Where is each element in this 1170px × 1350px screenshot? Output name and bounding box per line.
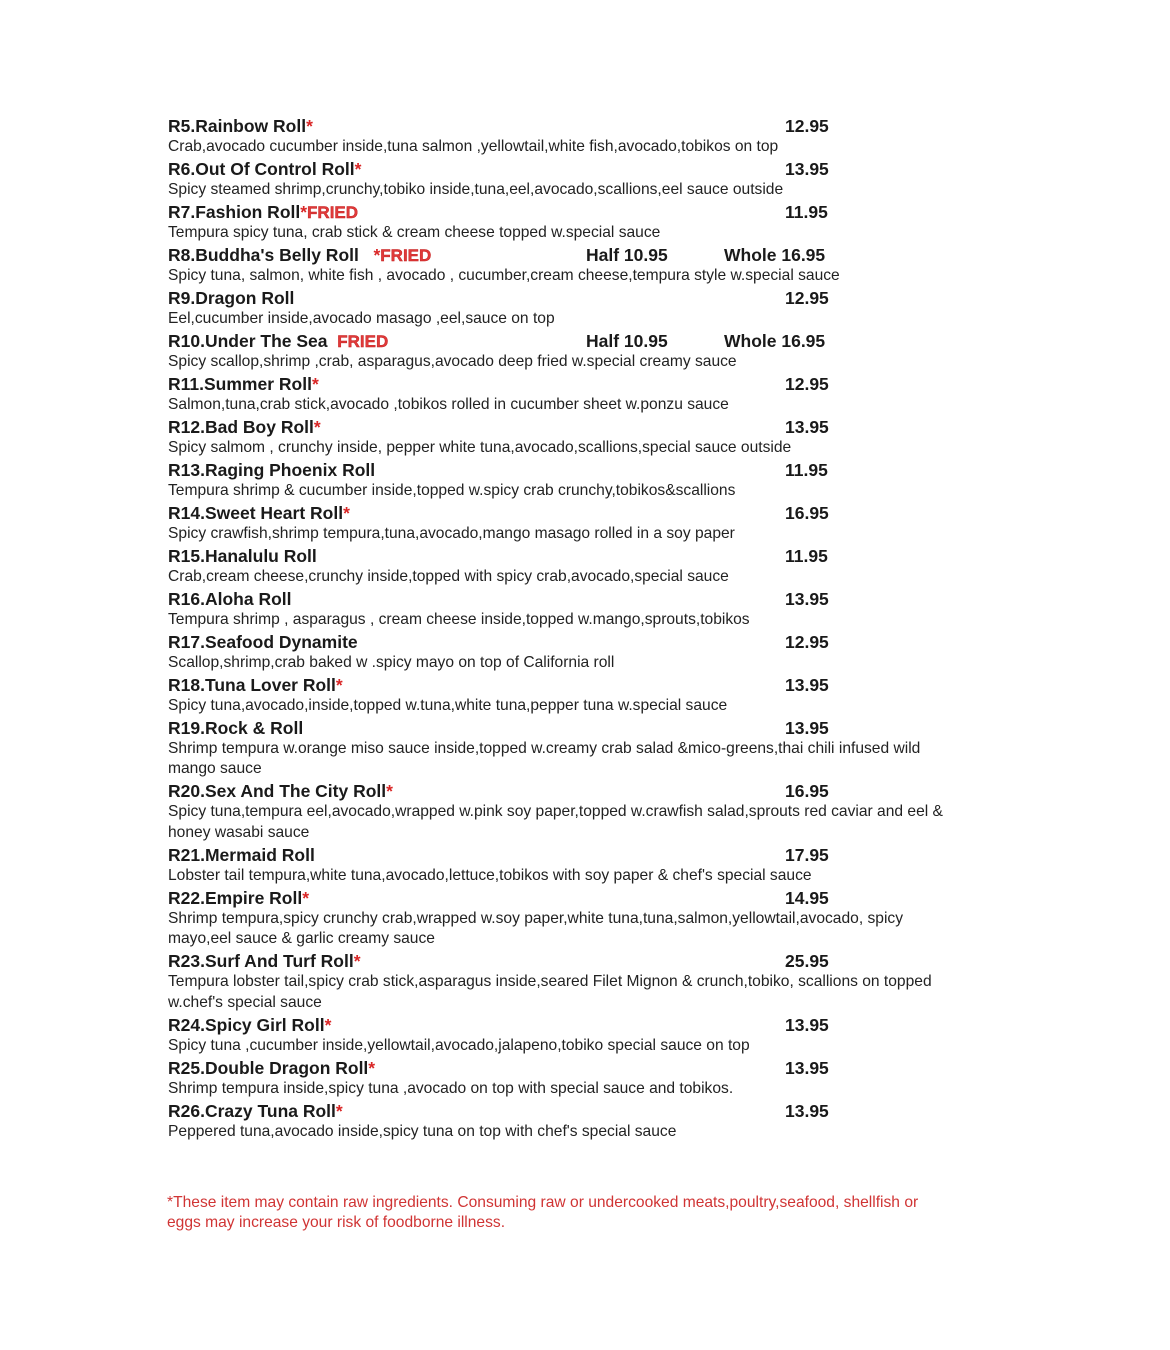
menu-item-description: Tempura shrimp , asparagus , cream cheese inside,topped w.mango,sprouts,tobikos — [168, 610, 750, 628]
menu-item-description: Shrimp tempura,spicy crunchy crab,wrapped w.soy paper,white tuna,tuna,salmon,yellowtail,avocado, spicy mayo,eel sauce & garlic creamy sauce — [168, 909, 904, 947]
menu-item — [168, 545, 958, 588]
menu-list — [168, 114, 958, 1142]
menu-item-code: R17. — [168, 631, 205, 652]
raw-warning-asterisk-icon: * — [306, 115, 313, 136]
menu-item-header — [168, 588, 958, 610]
menu-item-title: Under The Sea — [204, 330, 328, 351]
menu-item-title: Summer Roll — [204, 373, 312, 394]
menu-item — [168, 459, 958, 502]
menu-item-title: Out Of Control Roll — [195, 158, 355, 179]
menu-item-title: Surf And Turf Roll — [204, 951, 354, 971]
menu-item — [168, 416, 958, 459]
menu-item-code: R24. — [168, 1014, 205, 1035]
raw-warning-asterisk-icon: * — [335, 674, 343, 695]
menu-item — [168, 1057, 958, 1100]
menu-item-header — [168, 502, 958, 524]
menu-item — [168, 373, 958, 416]
menu-item-title: Aloha Roll — [204, 588, 292, 609]
menu-item-price: 11.95 — [785, 545, 828, 566]
menu-item-header — [168, 545, 958, 567]
menu-item-code: R10. — [168, 330, 205, 351]
menu-item-code: R18. — [168, 674, 205, 695]
menu-item-code: R7. — [168, 201, 196, 222]
menu-item-name — [168, 330, 388, 353]
menu-item-title: Tuna Lover Roll — [204, 674, 336, 695]
raw-warning-asterisk-icon: * — [300, 201, 308, 222]
menu-item-price: 12.95 — [785, 631, 829, 652]
menu-item-description: Tempura shrimp & cucumber inside,topped w.spicy crab crunchy,tobikos&scallions — [168, 481, 736, 499]
menu-item-code: R26. — [168, 1100, 205, 1121]
fried-badge: FRIED — [380, 245, 432, 265]
menu-item-price: 13.95 — [785, 588, 829, 609]
menu-item-header — [168, 244, 958, 266]
menu-item-title: Raging Phoenix Roll — [204, 459, 376, 480]
menu-item-price: 13.95 — [785, 1014, 829, 1035]
raw-warning-asterisk-icon: * — [353, 951, 361, 971]
menu-item-header — [168, 1100, 958, 1122]
menu-item-header — [168, 887, 958, 909]
menu-item-description: Shrimp tempura w.orange miso sauce inside,topped w.creamy crab salad &mico-greens,thai chili infused wild mango sauce — [168, 739, 921, 777]
menu-item-code: R9. — [168, 287, 196, 308]
menu-item-name — [168, 545, 317, 567]
menu-item-description: Lobster tail tempura,white tuna,avocado,lettuce,tobikos with soy paper & chef's special sauce — [168, 866, 812, 884]
menu-item-name — [168, 287, 294, 309]
menu-item — [168, 844, 958, 887]
menu-item-title: Sex And The City Roll — [204, 781, 387, 801]
menu-item-title: Rock & Roll — [204, 717, 304, 738]
menu-item-title: Double Dragon Roll — [204, 1057, 369, 1078]
menu-item-name — [168, 780, 393, 802]
menu-item-description: Tempura lobster tail,spicy crab stick,asparagus inside,seared Filet Mignon & crunch,tobiko, scallions on topped w.chef's special sauce — [168, 973, 932, 1011]
menu-item-description: Spicy tuna ,cucumber inside,yellowtail,avocado,jalapeno,tobiko special sauce on top — [168, 1036, 750, 1054]
menu-item-description: Crab,cream cheese,crunchy inside,topped with spicy crab,avocado,special sauce — [168, 567, 729, 585]
menu-item-description: Spicy crawfish,shrimp tempura,tuna,avocado,mango masago rolled in a soy paper — [168, 524, 735, 542]
whole-price: Whole 16.95 — [724, 330, 826, 351]
menu-item — [168, 1100, 958, 1143]
raw-warning-asterisk-icon: * — [368, 1057, 376, 1078]
menu-item-name — [168, 244, 431, 267]
half-price: Half 10.95 — [586, 330, 668, 351]
menu-item-title: Spicy Girl Roll — [204, 1014, 325, 1035]
menu-item-description: Spicy steamed shrimp,crunchy,tobiko inside,tuna,eel,avocado,scallions,eel sauce outside — [168, 180, 784, 198]
menu-item-price: 12.95 — [785, 287, 829, 308]
menu-item-description: Eel,cucumber inside,avocado masago ,eel,sauce on top — [168, 309, 555, 327]
menu-item-header — [168, 158, 958, 180]
menu-item-price: 13.95 — [785, 1100, 829, 1121]
whole-price: Whole 16.95 — [724, 244, 826, 265]
menu-item-name — [168, 717, 303, 739]
menu-item — [168, 950, 958, 1013]
menu-item-name — [168, 631, 358, 653]
menu-item-description: Spicy salmom , crunchy inside, pepper white tuna,avocado,scallions,special sauce outside — [168, 438, 792, 456]
menu-item-title: Rainbow Roll — [195, 115, 307, 136]
menu-item-description: Spicy tuna,avocado,inside,topped w.tuna,white tuna,pepper tuna w.special sauce — [168, 696, 728, 714]
menu-item-title: Mermaid Roll — [204, 844, 315, 865]
menu-item-price: 13.95 — [785, 717, 829, 738]
menu-item-title: Buddha's Belly Roll — [195, 244, 359, 265]
menu-item-code: R20. — [168, 781, 205, 801]
menu-item-price: 11.95 — [785, 201, 828, 222]
menu-item-header — [168, 717, 958, 739]
menu-item-name — [168, 588, 292, 610]
menu-item-code: R23. — [168, 951, 205, 971]
raw-warning-asterisk-icon: * — [386, 781, 393, 801]
menu-item-code: R8. — [168, 244, 196, 265]
menu-item-description: Spicy scallop,shrimp ,crab, asparagus,avocado deep fried w.special creamy sauce — [168, 352, 737, 370]
menu-item — [168, 287, 958, 330]
menu-item-header — [168, 373, 958, 395]
menu-item — [168, 674, 958, 717]
menu-item — [168, 115, 958, 158]
menu-item-name — [168, 1014, 331, 1036]
menu-item-price: 16.95 — [785, 781, 829, 801]
menu-item-code: R11. — [168, 373, 204, 394]
menu-item-header — [168, 1014, 958, 1036]
menu-item-title: Empire Roll — [204, 887, 303, 908]
menu-item-header — [168, 459, 958, 481]
menu-item-title: Hanalulu Roll — [204, 545, 317, 566]
menu-item-title: Dragon Roll — [195, 287, 295, 308]
half-price: Half 10.95 — [586, 244, 668, 265]
menu-item-description: Shrimp tempura inside,spicy tuna ,avocado on top with special sauce and tobikos. — [168, 1079, 734, 1097]
menu-item-price: 13.95 — [785, 674, 829, 695]
raw-warning-asterisk-icon: * — [343, 502, 350, 523]
menu-item-price: 16.95 — [785, 502, 829, 523]
menu-item-name — [168, 887, 309, 909]
menu-item-header — [168, 115, 958, 137]
menu-item — [168, 1014, 958, 1057]
menu-item-code: R13. — [168, 459, 205, 480]
menu-item-code: R5. — [168, 115, 196, 136]
menu-item-code: R25. — [168, 1057, 205, 1078]
raw-warning-asterisk-icon: * — [313, 416, 321, 437]
menu-item-name — [168, 844, 315, 866]
menu-item-price: 12.95 — [785, 373, 829, 394]
raw-warning-asterisk-icon: * — [302, 887, 310, 908]
raw-warning-asterisk-icon: * — [335, 1100, 343, 1121]
menu-item — [168, 201, 958, 244]
menu-item-header — [168, 780, 958, 802]
menu-item-description: Tempura spicy tuna, crab stick & cream cheese topped w.special sauce — [168, 223, 661, 241]
menu-item-code: R15. — [168, 545, 205, 566]
menu-item-name — [168, 158, 361, 180]
menu-item-title: Fashion Roll — [195, 201, 301, 222]
menu-item-name — [168, 115, 313, 137]
menu-item-price: 13.95 — [785, 158, 829, 179]
menu-item-name — [168, 674, 343, 696]
menu-item — [168, 588, 958, 631]
menu-item — [168, 244, 958, 287]
menu-item-name — [168, 201, 358, 224]
menu-item-header — [168, 287, 958, 309]
menu-item-code: R12. — [168, 416, 205, 437]
menu-item-title: Crazy Tuna Roll — [204, 1100, 336, 1121]
menu-item-header — [168, 844, 958, 866]
menu-item-name — [168, 950, 361, 972]
menu-item-price: 13.95 — [785, 416, 829, 437]
menu-item-code: R6. — [168, 158, 196, 179]
menu-item — [168, 330, 958, 373]
fried-badge: FRIED — [337, 331, 389, 351]
menu-item-description: Scallop,shrimp,crab baked w .spicy mayo on top of California roll — [168, 653, 615, 671]
menu-item — [168, 158, 958, 201]
menu-item — [168, 717, 958, 780]
menu-item-name — [168, 502, 350, 524]
fried-badge: FRIED — [307, 202, 359, 222]
menu-item-code: R16. — [168, 588, 205, 609]
menu-item-title: Bad Boy Roll — [204, 416, 314, 437]
menu-item — [168, 502, 958, 545]
raw-food-warning: *These item may contain raw ingredients. Consuming raw or undercooked meats,poultry,seafood, shellfish or eggs may increase your risk of foodborne illness. — [167, 1194, 919, 1231]
raw-warning-asterisk-icon: * — [311, 373, 319, 394]
menu-item-title: Sweet Heart Roll — [204, 502, 344, 523]
menu-item-header — [168, 950, 958, 972]
menu-item-header — [168, 201, 958, 223]
menu-item-name — [168, 373, 319, 395]
menu-item-name — [168, 416, 321, 438]
menu-item-name — [168, 1057, 375, 1079]
menu-item-description: Spicy tuna, salmon, white fish , avocado , cucumber,cream cheese,tempura style w.special sauce — [168, 266, 840, 284]
menu-item-header — [168, 330, 958, 352]
menu-item-price: 12.95 — [785, 115, 829, 136]
menu-item-description: Spicy tuna,tempura eel,avocado,wrapped w.pink soy paper,topped w.crawfish salad,sprouts red caviar and eel & honey wasabi sauce — [168, 803, 943, 841]
raw-warning-asterisk-icon: * — [324, 1014, 332, 1035]
menu-item — [168, 780, 958, 843]
menu-item-description: Crab,avocado cucumber inside,tuna salmon ,yellowtail,white fish,avocado,tobikos on top — [168, 137, 779, 155]
menu-item-name — [168, 459, 375, 481]
menu-item-header — [168, 416, 958, 438]
menu-item-code: R21. — [168, 844, 205, 865]
menu-item-header — [168, 631, 958, 653]
menu-item-description: Salmon,tuna,crab stick,avocado ,tobikos rolled in cucumber sheet w.ponzu sauce — [168, 395, 729, 413]
menu-item-code: R19. — [168, 717, 205, 738]
menu-item — [168, 887, 958, 950]
menu-item — [168, 631, 958, 674]
menu-item-title: Seafood Dynamite — [204, 631, 358, 652]
menu-item-description: Peppered tuna,avocado inside,spicy tuna on top with chef's special sauce — [168, 1122, 677, 1140]
menu-item-header — [168, 674, 958, 696]
menu-item-price: 11.95 — [785, 459, 828, 480]
menu-item-name — [168, 1100, 343, 1122]
raw-warning-asterisk-icon: * — [373, 244, 381, 265]
menu-item-price: 25.95 — [785, 951, 829, 971]
menu-item-header — [168, 1057, 958, 1079]
menu-item-code: R14. — [168, 502, 205, 523]
menu-item-price: 17.95 — [785, 844, 829, 865]
raw-warning-asterisk-icon: * — [354, 158, 362, 179]
menu-item-price: 13.95 — [785, 1057, 829, 1078]
menu-item-code: R22. — [168, 887, 205, 908]
menu-item-price: 14.95 — [785, 887, 829, 908]
